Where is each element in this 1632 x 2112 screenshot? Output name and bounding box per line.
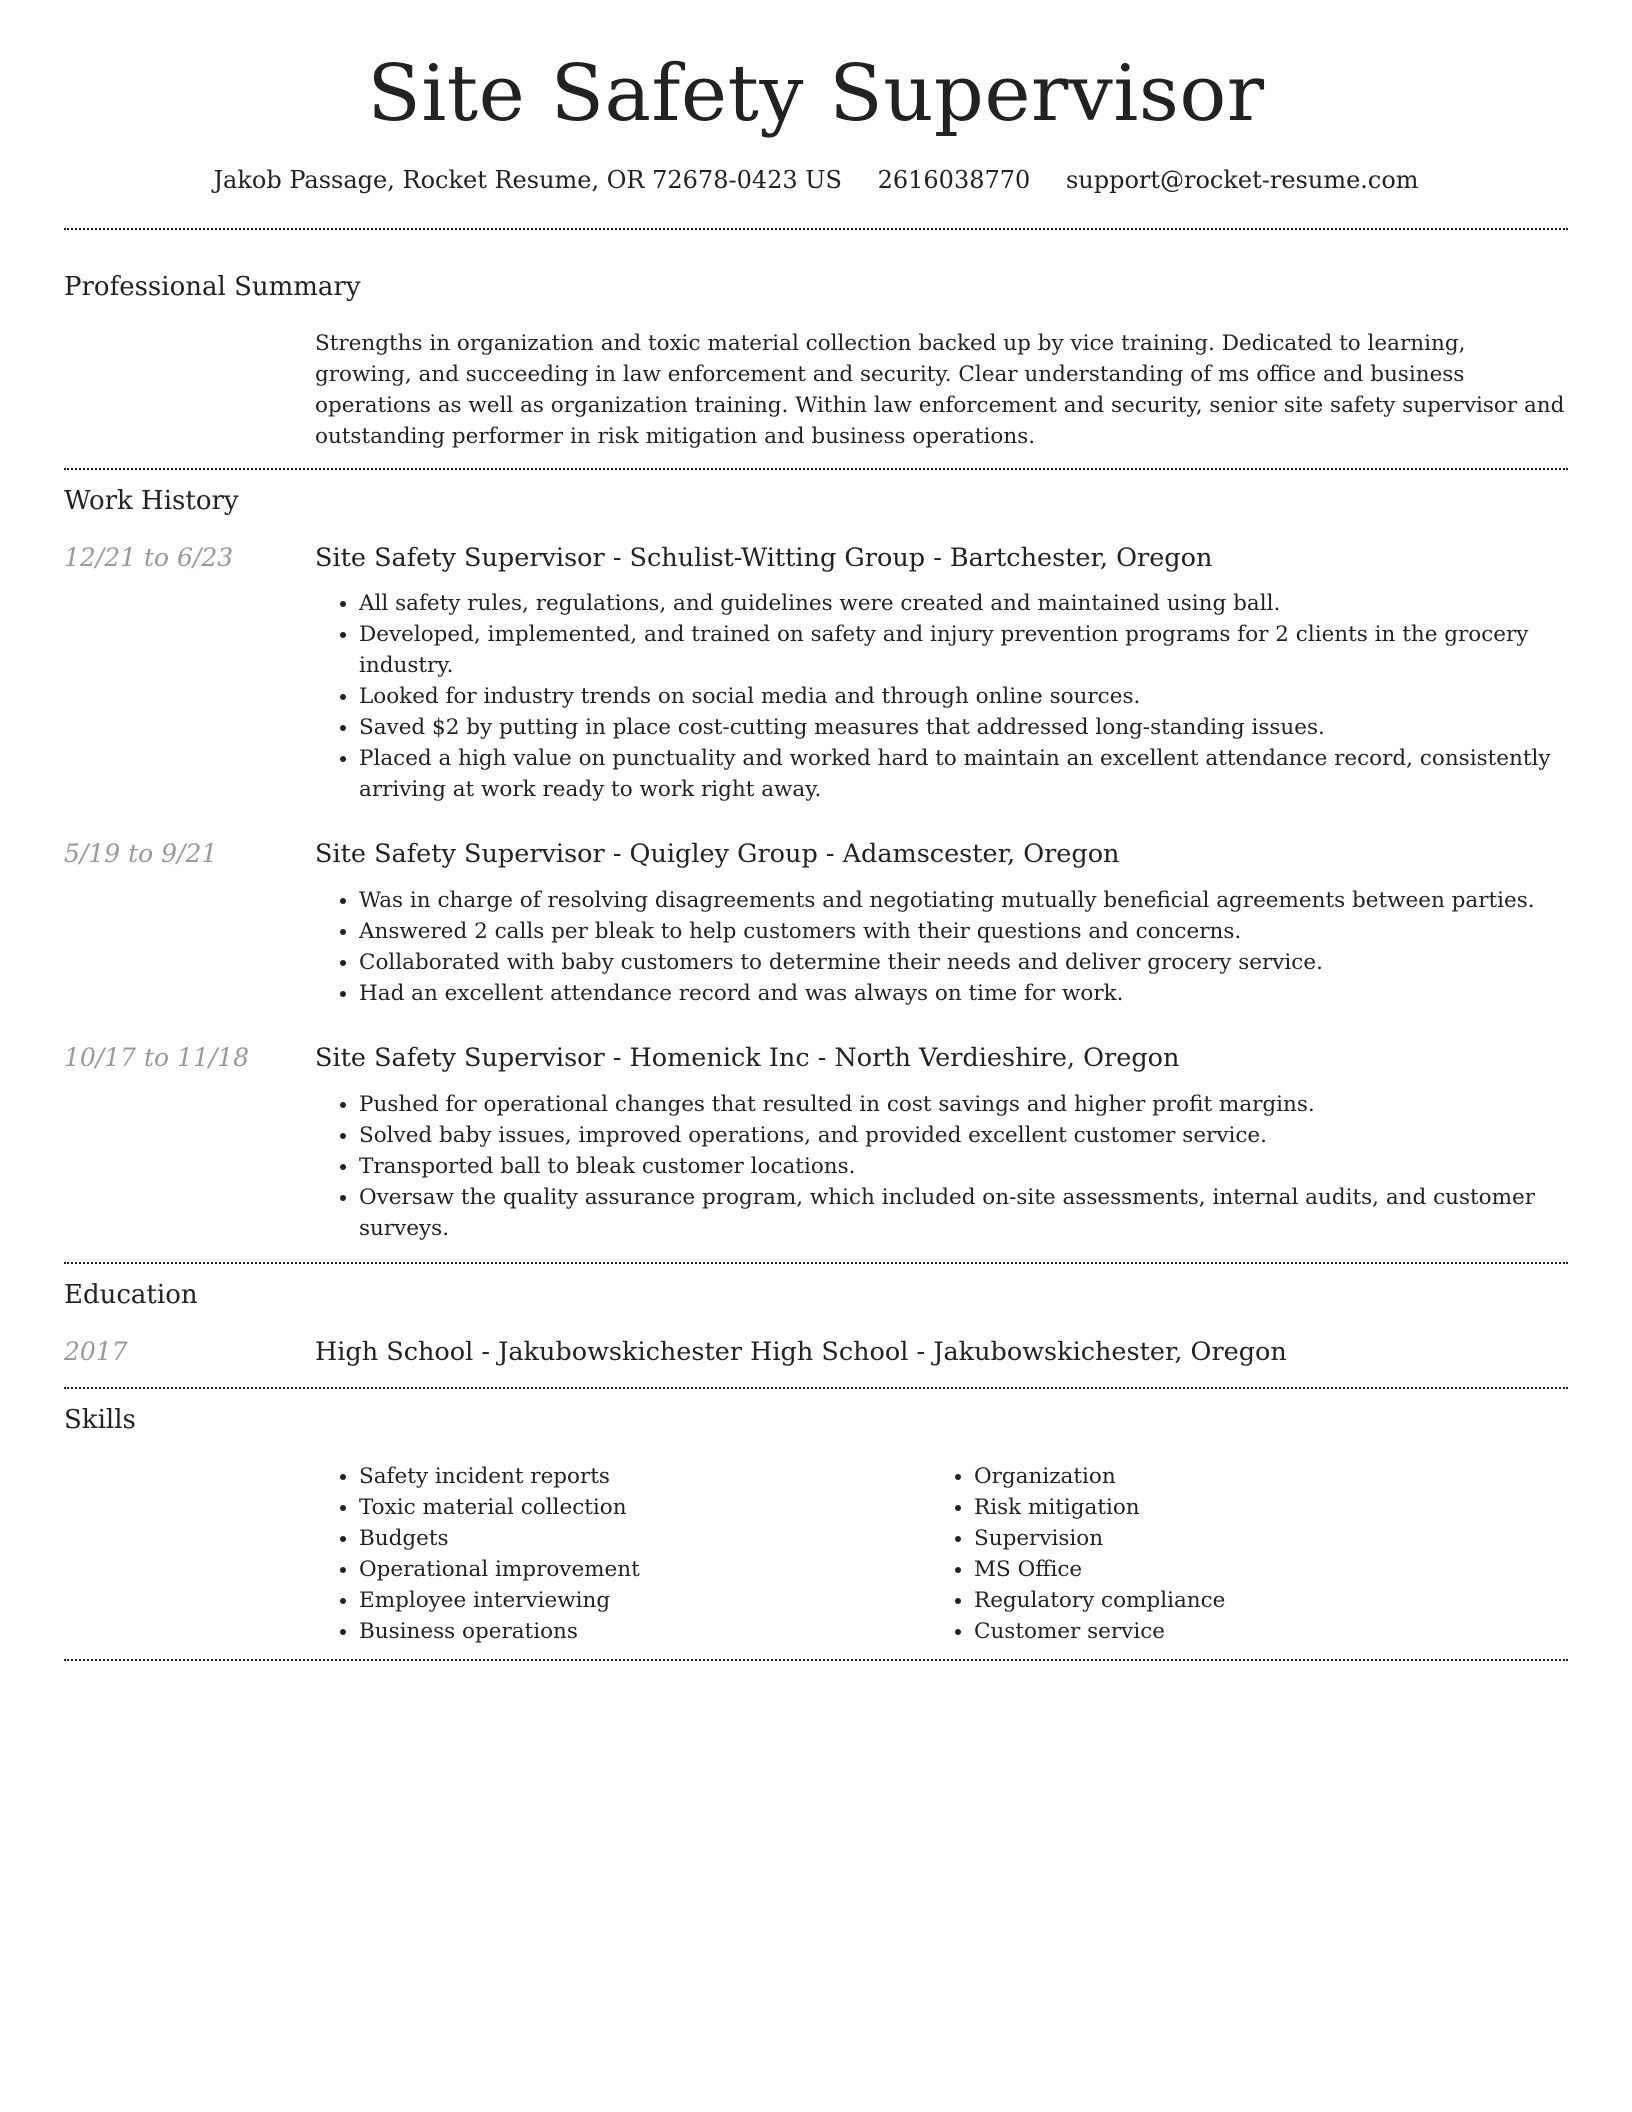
list-item: • Was in charge of resolving disagreements and negotiating mutually beneficial agreements between parties.: [359, 885, 1568, 916]
job-dates: 12/21 to 6/23: [64, 542, 234, 572]
section-title-education: Education: [64, 1279, 198, 1310]
section-title-skills: Skills: [64, 1405, 136, 1436]
list-item: • Pushed for operational changes that resulted in cost savings and higher profit margins.: [359, 1089, 1568, 1120]
divider: [64, 1659, 1568, 1661]
job-entry: [64, 839, 1568, 1009]
education-title: High School - Jakubowskichester High School - Jakubowskichester, Oregon: [315, 1336, 1287, 1367]
skill-item: • Customer service: [974, 1616, 1545, 1647]
job-title: Site Safety Supervisor - Quigley Group - Adamscester, Oregon: [315, 839, 1120, 870]
job-bullets: [315, 588, 1568, 805]
list-item: • All safety rules, regulations, and guidelines were created and maintained using ball.: [359, 588, 1568, 619]
job-dates: 10/17 to 11/18: [64, 1043, 250, 1073]
divider: [64, 1387, 1568, 1389]
list-item: • Oversaw the quality assurance program, which included on-site assessments, internal audits, and customer surveys.: [359, 1182, 1568, 1244]
education-entry: [64, 1337, 1568, 1368]
education-date: 2017: [64, 1336, 128, 1366]
skill-item: • Budgets: [359, 1523, 930, 1554]
skills-columns: [315, 1461, 1568, 1647]
job-bullets: [315, 1089, 1568, 1244]
job-entry: [64, 543, 1568, 806]
page-title: Site Safety Supervisor: [367, 49, 1265, 139]
resume-header: [64, 0, 1568, 194]
list-item: • Looked for industry trends on social media and through online sources.: [359, 681, 1568, 712]
list-item: • Answered 2 calls per bleak to help customers with their questions and concerns.: [359, 916, 1568, 947]
skill-item: • Regulatory compliance: [974, 1585, 1545, 1616]
section-title-work-history: Work History: [64, 485, 239, 516]
divider: [64, 1262, 1568, 1264]
divider: [64, 468, 1568, 470]
section-title-summary: Professional Summary: [64, 272, 361, 303]
list-item: • Collaborated with baby customers to determine their needs and deliver grocery service.: [359, 947, 1568, 978]
list-item: • Had an excellent attendance record and was always on time for work.: [359, 978, 1568, 1009]
list-item: • Developed, implemented, and trained on safety and injury prevention programs for 2 clients in the grocery industry.: [359, 619, 1568, 681]
skill-item: • Risk mitigation: [974, 1492, 1545, 1523]
summary-text: Strengths in organization and toxic material collection backed up by vice training. Dedicated to learning, growing, and succeeding in law enforcement and security. Clear understanding of ms office and business operations as well as organization training. Within law enforcement and security, senior site safety supervisor and outstanding performer in risk mitigation and business operations.: [315, 330, 1565, 449]
list-item: • Solved baby issues, improved operations, and provided excellent customer service.: [359, 1120, 1568, 1151]
contact-email: support@rocket-resume.com: [1065, 165, 1419, 194]
contact-phone: 2616038770: [877, 165, 1031, 194]
contact-line: [64, 166, 1568, 195]
job-entry: [64, 1043, 1568, 1244]
skill-item: • Operational improvement: [359, 1554, 930, 1585]
list-item: • Placed a high value on punctuality and worked hard to maintain an excellent attendance record, consistently arriving at work ready to work right away.: [359, 743, 1568, 805]
skills-list-left: [315, 1461, 930, 1647]
job-title: Site Safety Supervisor - Schulist-Witting Group - Bartchester, Oregon: [315, 542, 1213, 573]
skill-item: • MS Office: [974, 1554, 1545, 1585]
list-item: • Saved $2 by putting in place cost-cutting measures that addressed long-standing issues.: [359, 712, 1568, 743]
summary-row: [64, 304, 1568, 468]
job-title: Site Safety Supervisor - Homenick Inc - North Verdieshire, Oregon: [315, 1043, 1180, 1074]
skill-item: • Safety incident reports: [359, 1461, 930, 1492]
skills-list-right: [930, 1461, 1545, 1647]
skills-row: [64, 1461, 1568, 1647]
job-bullets: [315, 885, 1568, 1009]
skill-item: • Employee interviewing: [359, 1585, 930, 1616]
skill-item: • Toxic material collection: [359, 1492, 930, 1523]
job-dates: 5/19 to 9/21: [64, 839, 218, 869]
contact-address: Jakob Passage, Rocket Resume, OR 72678-0423 US: [213, 165, 842, 194]
list-item: • Transported ball to bleak customer locations.: [359, 1151, 1568, 1182]
skill-item: • Organization: [974, 1461, 1545, 1492]
skill-item: • Supervision: [974, 1523, 1545, 1554]
divider: [64, 228, 1568, 230]
skill-item: • Business operations: [359, 1616, 930, 1647]
